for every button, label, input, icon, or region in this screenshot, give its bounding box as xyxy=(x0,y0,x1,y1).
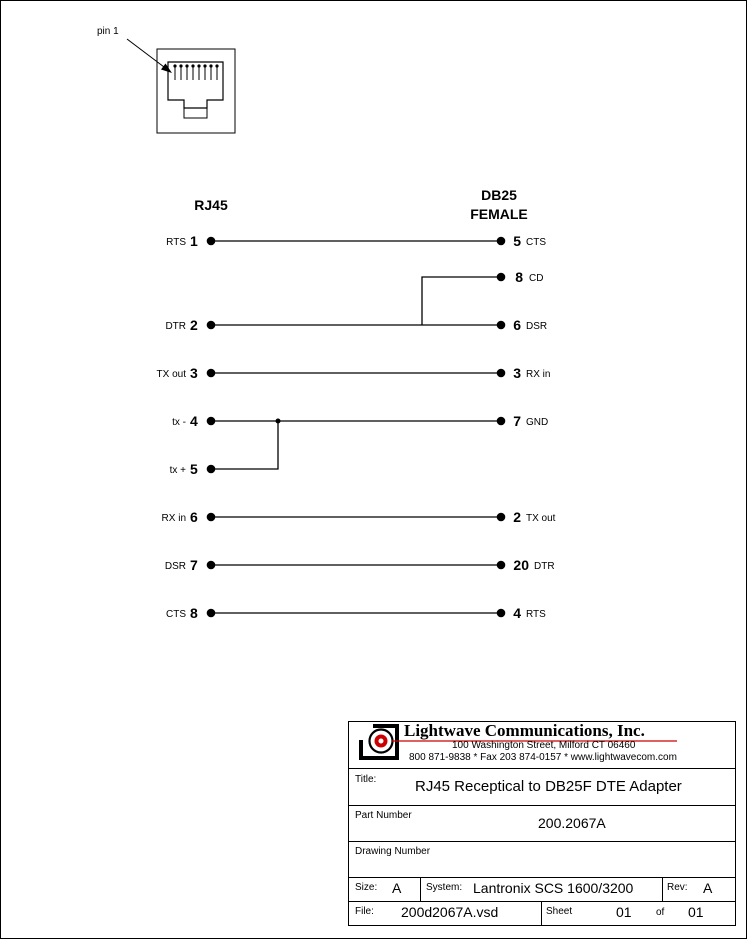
pin1-arrow xyxy=(127,39,168,70)
pin-dots xyxy=(207,237,506,618)
right-pin-number: 3 xyxy=(513,365,521,381)
pin-dot xyxy=(497,561,506,570)
pin-dot xyxy=(207,369,216,378)
company-contact: 800 871-9838 * Fax 203 874-0157 * www.lightwavecom.com xyxy=(409,752,677,763)
wire-txplus-gnd xyxy=(211,421,278,469)
pin-dot xyxy=(497,417,506,426)
right-pin-number: 7 xyxy=(513,413,521,429)
wires xyxy=(211,241,501,613)
drawing-number-label: Drawing Number xyxy=(355,846,431,857)
right-pin-number: 5 xyxy=(513,233,521,249)
db25-female-header: FEMALE xyxy=(470,206,528,222)
left-signal-label: RX in xyxy=(161,513,186,524)
left-pin-number: 2 xyxy=(190,317,198,333)
left-signal-label: DTR xyxy=(165,321,186,332)
left-signal-label: CTS xyxy=(166,609,186,620)
drawing-title: RJ45 Receptical to DB25F DTE Adapter xyxy=(415,778,682,795)
pin-dot xyxy=(497,273,506,282)
right-pin-number: 4 xyxy=(513,605,521,621)
pin-dot xyxy=(497,513,506,522)
rev-value: A xyxy=(703,880,713,896)
company-address: 100 Washington Street, Milford CT 06460 xyxy=(452,740,636,751)
pin-dot xyxy=(207,513,216,522)
of-label: of xyxy=(656,907,665,918)
company-name: Lightwave Communications, Inc. xyxy=(404,721,645,740)
pin-dot xyxy=(207,417,216,426)
right-signal-label: RTS xyxy=(526,609,546,620)
part-number: 200.2067A xyxy=(538,815,606,831)
sheet-label: Sheet xyxy=(546,906,573,917)
system-value: Lantronix SCS 1600/3200 xyxy=(473,880,634,896)
pin-dot xyxy=(497,369,506,378)
pin-dot xyxy=(207,321,216,330)
left-signal-label: TX out xyxy=(156,369,186,380)
part-number-label: Part Number xyxy=(355,810,412,821)
right-signal-label: CTS xyxy=(526,237,546,248)
jack-contacts xyxy=(173,64,218,80)
right-pin-number: 20 xyxy=(513,557,529,573)
pin-dot xyxy=(207,561,216,570)
right-pin-number: 8 xyxy=(515,269,523,285)
pin-dot xyxy=(207,465,216,474)
sheet-number: 01 xyxy=(616,904,632,920)
left-pin-number: 3 xyxy=(190,365,198,381)
rj45-jack-icon xyxy=(97,26,235,133)
left-signal-label: tx - xyxy=(172,417,186,428)
left-pin-number: 6 xyxy=(190,509,198,525)
pin-dot xyxy=(497,237,506,246)
left-pin-number: 1 xyxy=(190,233,198,249)
pin-dot xyxy=(207,609,216,618)
junction-dot xyxy=(276,419,281,424)
rj45-header: RJ45 xyxy=(194,197,228,213)
right-pin-number: 6 xyxy=(513,317,521,333)
db25-header: DB25 xyxy=(481,187,517,203)
pin-dot xyxy=(497,609,506,618)
rev-label: Rev: xyxy=(667,882,688,893)
left-signal-label: RTS xyxy=(166,237,186,248)
size-value: A xyxy=(392,880,402,896)
title-field-label: Title: xyxy=(355,774,377,785)
db25-pin-labels xyxy=(513,233,555,621)
left-pin-number: 7 xyxy=(190,557,198,573)
pin1-label: pin 1 xyxy=(97,26,119,37)
system-label: System: xyxy=(426,882,463,893)
pin-dot xyxy=(207,237,216,246)
right-signal-label: DTR xyxy=(534,561,555,572)
sheet-total: 01 xyxy=(688,904,704,920)
file-label: File: xyxy=(355,906,374,917)
left-signal-label: tx + xyxy=(169,465,186,476)
rj45-pin-labels xyxy=(157,233,198,621)
right-signal-label: DSR xyxy=(526,321,548,332)
right-pin-number: 2 xyxy=(513,509,521,525)
pin-dot xyxy=(497,321,506,330)
left-pin-number: 5 xyxy=(190,461,198,477)
file-name: 200d2067A.vsd xyxy=(401,904,499,920)
right-signal-label: TX out xyxy=(526,513,556,524)
left-pin-number: 4 xyxy=(190,413,198,429)
left-pin-number: 8 xyxy=(190,605,198,621)
arrow-head-icon xyxy=(161,64,172,74)
size-label: Size: xyxy=(355,882,378,893)
wire-dsr-cd-jumper xyxy=(422,277,501,325)
right-signal-label: RX in xyxy=(526,369,551,380)
right-signal-label: CD xyxy=(529,273,544,284)
right-signal-label: GND xyxy=(526,417,549,428)
left-signal-label: DSR xyxy=(164,561,186,572)
